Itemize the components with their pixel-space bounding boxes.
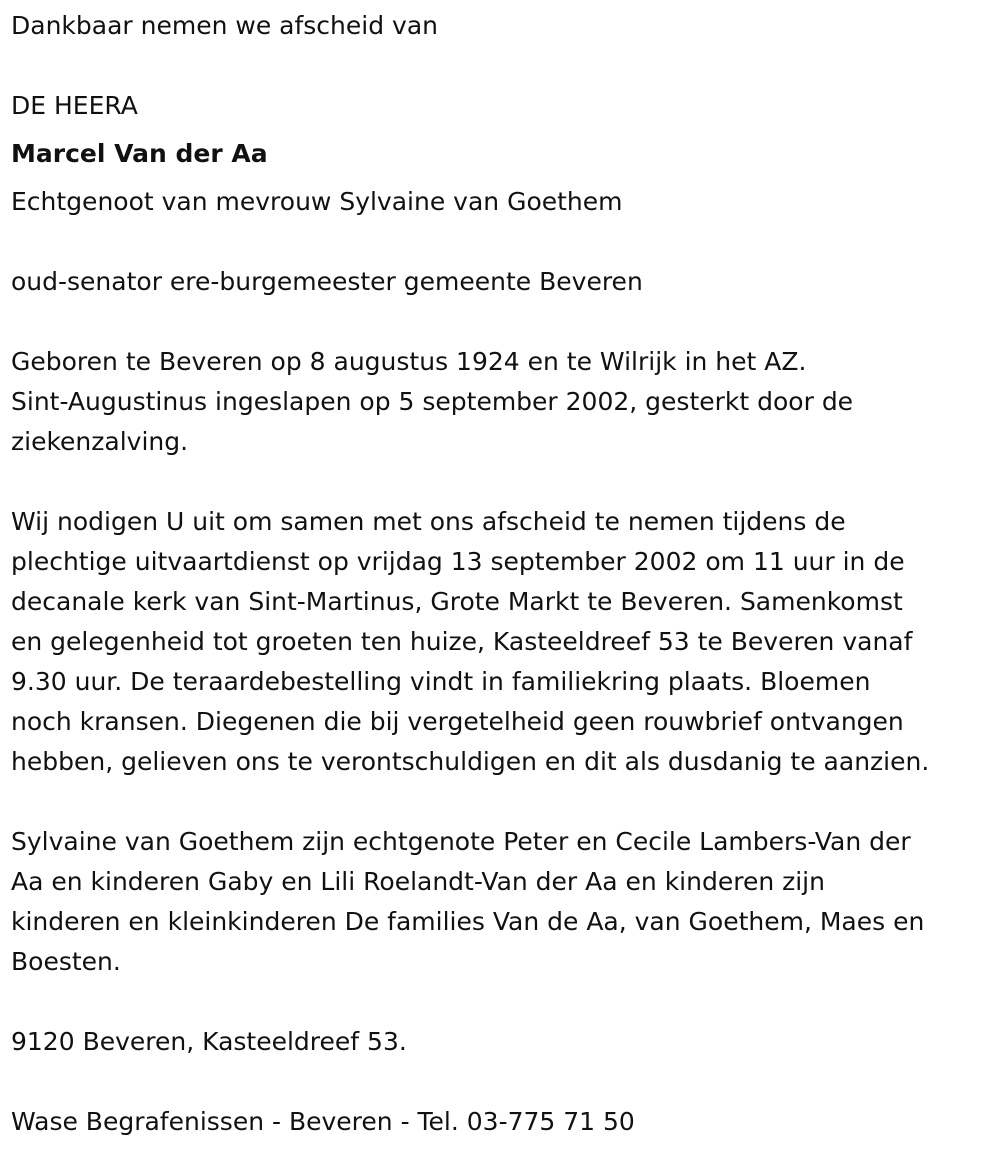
family-paragraph [11, 822, 924, 982]
paragraph-line: plechtige uitvaartdienst op vrijdag 13 september 2002 om 11 uur in de [11, 547, 905, 576]
deceased-name: Marcel Van der Aa [11, 139, 268, 168]
paragraph-line: Boesten. [11, 947, 121, 976]
paragraph-line: Sylvaine van Goethem zijn echtgenote Peter en Cecile Lambers-Van der [11, 827, 911, 856]
intro-text: Dankbaar nemen we afscheid van [11, 11, 438, 40]
paragraph-line: Sint-Augustinus ingeslapen op 5 september 2002, gesterkt door de [11, 387, 854, 416]
funeral-home-line: Wase Begrafenissen - Beveren - Tel. 03-775 71 50 [11, 1107, 635, 1136]
paragraph-line: decanale kerk van Sint-Martinus, Grote Markt te Beveren. Samenkomst [11, 587, 903, 616]
paragraph-line: hebben, gelieven ons te verontschuldigen en dit als dusdanig te aanzien. [11, 747, 930, 776]
birth-death-paragraph [11, 342, 853, 462]
paragraph-line: Geboren te Beveren op 8 augustus 1924 en te Wilrijk in het AZ. [11, 347, 807, 376]
paragraph-line: noch kransen. Diegenen die bij vergetelheid geen rouwbrief ontvangen [11, 707, 904, 736]
spouse-line: Echtgenoot van mevrouw Sylvaine van Goethem [11, 187, 623, 216]
address-line: 9120 Beveren, Kasteeldreef 53. [11, 1027, 407, 1056]
paragraph-line: kinderen en kleinkinderen De families Van de Aa, van Goethem, Maes en [11, 907, 925, 936]
titles-line: oud-senator ere-burgemeester gemeente Beveren [11, 267, 643, 296]
paragraph-line: en gelegenheid tot groeten ten huize, Kasteeldreef 53 te Beveren vanaf [11, 627, 913, 656]
invitation-paragraph [11, 502, 929, 782]
honorific: DE HEERA [11, 91, 138, 120]
paragraph-line: ziekenzalving. [11, 427, 189, 456]
paragraph-line: 9.30 uur. De teraardebestelling vindt in familiekring plaats. Bloemen [11, 667, 871, 696]
paragraph-line: Aa en kinderen Gaby en Lili Roelandt-Van der Aa en kinderen zijn [11, 867, 825, 896]
paragraph-line: Wij nodigen U uit om samen met ons afscheid te nemen tijdens de [11, 507, 846, 536]
